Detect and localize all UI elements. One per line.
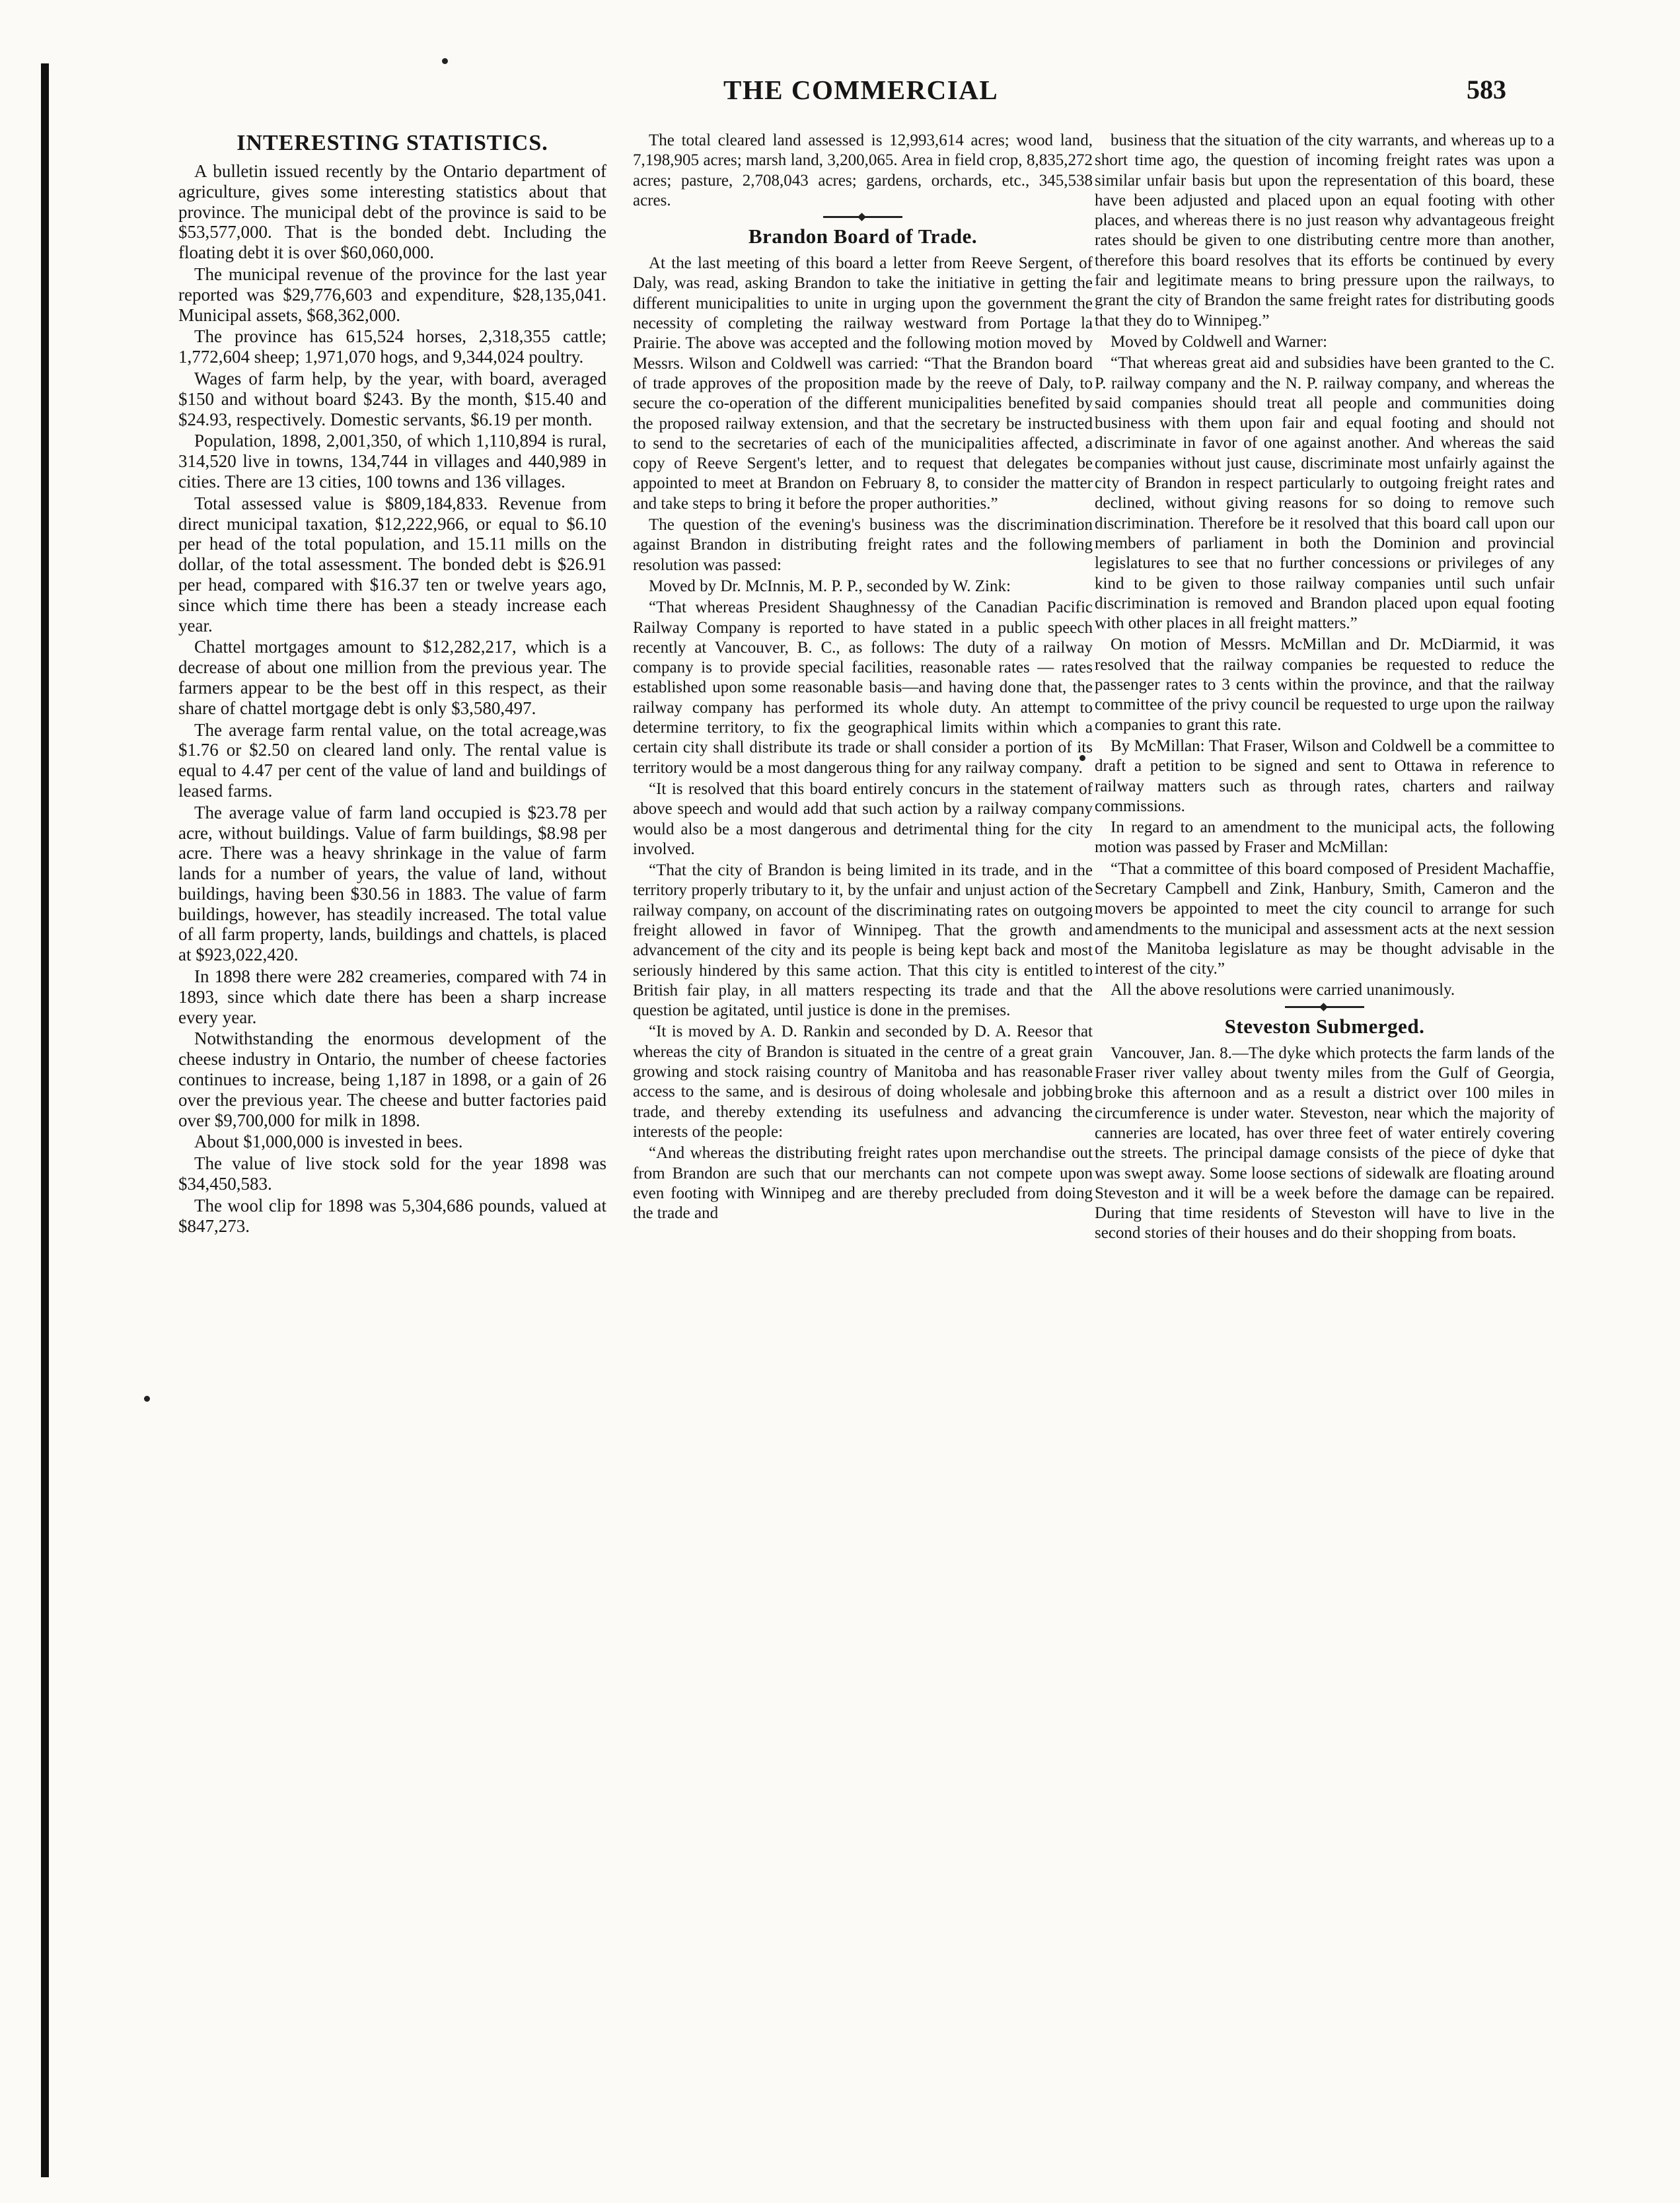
paragraph: Population, 1898, 2,001,350, of which 1,110,894 is rural, 314,520 live in towns, 134,744 in villages and 440,989 in cities. There are 13 cities, 100 towns and 136 villages. (178, 431, 606, 491)
column-1 (178, 131, 606, 1237)
paragraph: In regard to an amendment to the municipal acts, the following motion was passed by Fraser and McMillan: (1095, 818, 1554, 857)
paragraph: A bulletin issued recently by the Ontario department of agriculture, gives some interesting statistics about that province. The municipal debt of the province is said to be $53,577,000. That is the bonded debt. Including the floating debt it is over $60,060,000. (178, 161, 606, 263)
paragraph: Wages of farm help, by the year, with board, averaged $150 and without board $243. By the month, $15.40 and $24.93, respectively. Domestic servants, $6.19 per month. (178, 368, 606, 429)
section-divider (1285, 1006, 1364, 1008)
paragraph: About $1,000,000 is invested in bees. (194, 1132, 463, 1152)
page-number: 583 (1467, 75, 1506, 104)
article-heading: INTERESTING STATISTICS. (237, 131, 548, 155)
paragraph: The total cleared land assessed is 12,993,614 acres; wood land, 7,198,905 acres; marsh land, 3,200,065. Area in field crop, 8,835,272 acres; pasture, 2,708,043 acres; gardens, orchards, etc., 345,538 acres. (633, 131, 1093, 209)
paragraph: The question of the evening's business was the discrimination against Brandon in distributing freight rates and the following resolution was passed: (633, 516, 1093, 574)
column-3 (1095, 131, 1554, 1245)
article-heading: Brandon Board of Trade. (748, 225, 978, 248)
paragraph: On motion of Messrs. McMillan and Dr. McDiarmid, it was resolved that the railway companies be requested to reduce the passenger rates to 3 cents within the province, and that the railway committee of the privy council be requested to urge upon the railway companies to grant this rate. (1095, 635, 1554, 734)
paragraph: The province has 615,524 horses, 2,318,355 cattle; 1,772,604 sheep; 1,971,070 hogs, and 9,344,024 poultry. (178, 326, 606, 367)
paragraph: “And whereas the distributing freight rates upon merchandise out from Brandon are such that our merchants can not compete upon even footing with Winnipeg and are thereby precluded from doing the trade and (633, 1144, 1093, 1223)
paragraph: At the last meeting of this board a letter from Reeve Sergent, of Daly, was read, asking Brandon to take the initiative in getting the different municipalities to unite in urging upon the government the necessity of completing the railway westward from Portage la Prairie. The above was accepted and the following motion moved by Messrs. Wilson and Coldwell was carried: “That the Brandon board of trade approves of the proposition made by the reeve of Daly, to secure the co-operation of the different municipalities benefited by the proposed railway extension, and that the secretary be instructed to send to the secretaries of each of the municipalities affected, a copy of Reeve Sergent's letter, and to request that delegates be appointed to meet at Brandon on February 8, to consider the matter and take steps to bring it before the proper authorities.” (633, 254, 1093, 513)
paragraph: The municipal revenue of the province for the last year reported was $29,776,603 and expenditure, $28,135,041. Municipal assets, $68,362,000. (178, 264, 606, 325)
paragraph: In 1898 there were 282 creameries, compared with 74 in 1893, since which date there has been a sharp increase every year. (178, 966, 606, 1027)
paragraph: All the above resolutions were carried unanimously. (1111, 981, 1455, 999)
paragraph: “That whereas great aid and subsidies have been granted to the C. P. railway company and the N. P. railway company, and whereas the said companies should treat all people and communities doing business with them upon fair and equal footing and should not discriminate in favor of one against another. And whereas the said companies without just cause, discriminate most unfairly against the city of Brandon in respect particularly to outgoing freight rates and declined, without giving reasons for so doing to remove such discrimination. Therefore be it resolved that this board call upon our members of parliament in both the Dominion and provincial legislatures to see that no further concessions or privileges of any kind to be given to those railway companies until such unfair discrimination is removed and Brandon placed upon equal footing with other places in all freight matters.” (1095, 354, 1554, 633)
paragraph: Total assessed value is $809,184,833. Revenue from direct municipal taxation, $12,222,966, or equal to $6.10 per head of the total population, and 15.11 mills on the dollar, of the total assessment. The bonded debt is $26.91 per head, compared with $16.37 ten or twelve years ago, since which time there has been a steady increase each year. (178, 493, 606, 635)
paragraph: The average farm rental value, on the total acreage,was $1.76 or $2.50 on cleared land only. The rental value is equal to 4.47 per cent of the value of land and buildings of leased farms. (178, 719, 606, 801)
paragraph: “It is moved by A. D. Rankin and seconded by D. A. Reesor that whereas the city of Brandon is situated in the centre of a great grain growing and stock raising country of Manitoba and has reasonable access to the same, and is desirous of doing wholesale and jobbing trade, and thereby extending its usefulness and advancing the interests of the people: (633, 1023, 1093, 1141)
binding-edge-rule (41, 63, 49, 2177)
paragraph: The wool clip for 1898 was 5,304,686 pounds, valued at $847,273. (178, 1195, 606, 1236)
paragraph: The value of live stock sold for the year 1898 was $34,450,583. (178, 1153, 606, 1194)
paragraph: “That a committee of this board composed of President Machaffie, Secretary Campbell and Zink, Hanbury, Smith, Cameron and the movers be appointed to meet the city council to arrange for such amendments to the municipal and assessment acts at the next session of the Manitoba legislature as may be thought advisable in the interest of the city.” (1095, 859, 1554, 978)
paragraph: Chattel mortgages amount to $12,282,217, which is a decrease of about one million from the previous year. The farmers appear to be the best off in this respect, as their share of chattel mortgage debt is only $3,580,497. (178, 637, 606, 718)
paragraph: “That whereas President Shaughnessy of the Canadian Pacific Railway Company is reported to have stated in a public speech recently at Vancouver, B. C., as follows: The duty of a railway company is to provide special facilities, reasonable rates — rates established upon some reasonable basis—and having done that, the railway company has performed its whole duty. An attempt to determine territory, to fix the geographical limits within which a certain city shall distribute its trade or shall consider a portion of its territory would be a most dangerous thing for any railway company. (633, 598, 1093, 777)
paragraph: business that the situation of the city warrants, and whereas up to a short time ago, the question of incoming freight rates was upon a similar unfair basis but upon the representation of this board, these have been adjusted and placed upon an equal footing with other places, and whereas there is no just reason why advantageous freight rates should be given to one distributing centre more than another, therefore this board resolves that its efforts be continued by every fair and legitimate means to bring pressure upon the railways, to grant the city of Brandon the same freight rates for distributing goods that they do to Winnipeg.” (1095, 131, 1554, 330)
article-heading: Steveston Submerged. (1224, 1014, 1425, 1038)
paragraph: Moved by Coldwell and Warner: (1111, 332, 1328, 351)
paragraph: The average value of farm land occupied is $23.78 per acre, without buildings. Value of farm buildings, $8.98 per acre. There was a heavy shrinkage in the value of farm lands for a number of years, the value of land, without buildings, having been $30.56 in 1883. The value of farm buildings, however, has steadily increased. The total value of all farm property, lands, buildings and chattels, is placed at $923,022,420. (178, 802, 606, 965)
column-2 (633, 131, 1093, 1225)
paragraph: Notwithstanding the enormous development of the cheese industry in Ontario, the number of cheese factories continues to increase, being 1,187 in 1898, or a gain of 26 over the previous year. The cheese and butter factories paid over $9,700,000 for milk in 1898. (178, 1029, 606, 1130)
paragraph: “It is resolved that this board entirely concurs in the statement of above speech and would add that such action by a railway company would also be a most dangerous and detrimental thing for the city involved. (633, 779, 1093, 858)
speck-mark (442, 58, 448, 64)
paragraph: Vancouver, Jan. 8.—The dyke which protects the farm lands of the Fraser river valley about twenty miles from the Gulf of Georgia, broke this afternoon and as a result a district over 100 miles in circumference is under water. Steveston, near which the majority of canneries are located, has over three feet of water entirely covering the streets. The principal damage consists of the piece of dyke that was swept away. Some loose sections of sidewalk are floating around Steveston and it will be a week before the damage can be repaired. During that time residents of Steveston will have to live in the second stories of their houses and do their shopping from boats. (1095, 1044, 1554, 1243)
paragraph: Moved by Dr. McInnis, M. P. P., seconded by W. Zink: (649, 577, 1011, 595)
paragraph: By McMillan: That Fraser, Wilson and Coldwell be a committee to draft a petition to be signed and sent to Ottawa in reference to railway matters such as through rates, charters and railway commissions. (1095, 737, 1554, 815)
speck-mark (144, 1396, 150, 1402)
section-divider (823, 216, 902, 218)
paragraph: “That the city of Brandon is being limited in its trade, and in the territory properly tributary to it, by the unfair and unjust action of the railway company, on account of the discriminating rates on outgoing freight allowed in favor of Winnipeg. That the growth and advancement of the city and its people is being kept back and most seriously hindered by this same action. That this city is entitled to British fair play, in all matters respecting its trade and that the question be agitated, until justice is done in the premises. (633, 861, 1093, 1020)
page-title: THE COMMERCIAL (723, 75, 999, 105)
